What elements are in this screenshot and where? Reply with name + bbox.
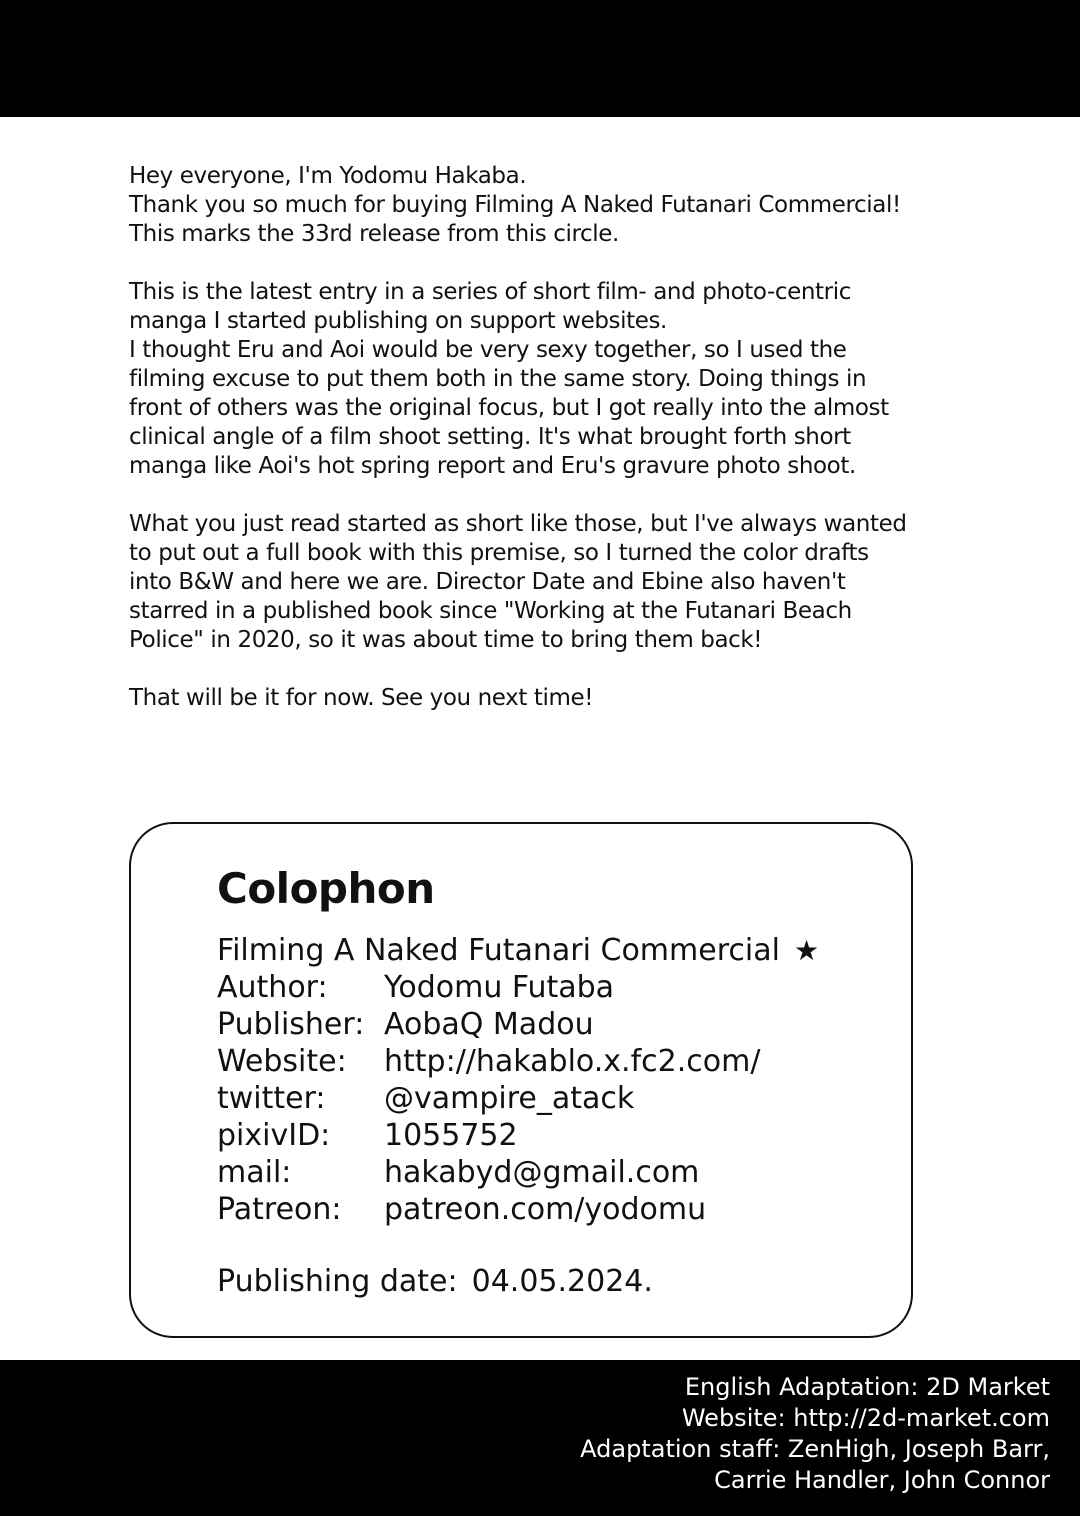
info-value: @vampire_atack: [384, 1081, 635, 1116]
adaptation-credits: [580, 1372, 1050, 1496]
info-label: Publisher:: [217, 1007, 365, 1042]
star-icon: ★: [793, 934, 820, 967]
afterword-text: [129, 162, 929, 742]
bottom-credits-bar: [0, 1360, 1080, 1516]
credit-line: Carrie Handler, John Connor: [714, 1466, 1050, 1494]
info-label: Patreon:: [217, 1192, 342, 1227]
work-title-text: Filming A Naked Futanari Commercial: [217, 933, 780, 968]
colophon-title: Colophon: [217, 864, 435, 913]
info-value: AobaQ Madou: [384, 1007, 594, 1042]
work-title: [217, 932, 819, 969]
info-row-patreon: [217, 1191, 760, 1228]
info-value: hakabyd@gmail.com: [384, 1155, 700, 1190]
info-value: patreon.com/yodomu: [384, 1192, 707, 1227]
info-label: Website:: [217, 1044, 347, 1079]
afterword-paragraph: What you just read started as short like those, but I've always wanted to put out a full book with this premise, so I turned the color drafts into B&W and here we are. Director Date and Ebine also haven't starred in a published book since "Working at the Futanari Beach Police" in 2020, so it was about time to bring them back!: [129, 511, 907, 653]
colophon-info-list: [217, 969, 760, 1228]
info-row-author: [217, 969, 760, 1006]
info-label: pixivID:: [217, 1118, 331, 1153]
publishing-date-label: Publishing date:: [217, 1264, 458, 1299]
info-row-pixiv: [217, 1117, 760, 1154]
info-value: Yodomu Futaba: [384, 970, 615, 1005]
credit-line: Website: http://2d-market.com: [681, 1404, 1050, 1432]
info-row-publisher: [217, 1006, 760, 1043]
publishing-date-value: 04.05.2024.: [471, 1264, 653, 1299]
info-value: http://hakablo.x.fc2.com/: [384, 1044, 761, 1079]
afterword-paragraph: Hey everyone, I'm Yodomu Hakaba. Thank you so much for buying Filming A Naked Futanari Commercial! This marks the 33rd release from this circle.: [129, 163, 901, 247]
credit-line: Adaptation staff: ZenHigh, Joseph Barr,: [580, 1435, 1050, 1463]
info-label: twitter:: [217, 1081, 326, 1116]
info-row-twitter: [217, 1080, 760, 1117]
afterword-paragraph: That will be it for now. See you next time!: [129, 685, 594, 711]
top-black-bar: [0, 0, 1080, 117]
publishing-date: [217, 1264, 653, 1299]
info-row-mail: [217, 1154, 760, 1191]
credit-line: English Adaptation: 2D Market: [684, 1373, 1050, 1401]
colophon-box: [129, 822, 913, 1338]
info-label: mail:: [217, 1155, 292, 1190]
info-value: 1055752: [384, 1118, 518, 1153]
info-label: Author:: [217, 970, 328, 1005]
afterword-paragraph: This is the latest entry in a series of short film- and photo-centric manga I started publishing on support websites. I thought Eru and Aoi would be very sexy together, so I used the filming excuse to put them both in the same story. Doing things in front of others was the original focus, but I got really into the almost clinical angle of a film shoot setting. It's what brought forth short manga like Aoi's hot spring report and Eru's gravure photo shoot.: [129, 279, 889, 479]
info-row-website: [217, 1043, 760, 1080]
